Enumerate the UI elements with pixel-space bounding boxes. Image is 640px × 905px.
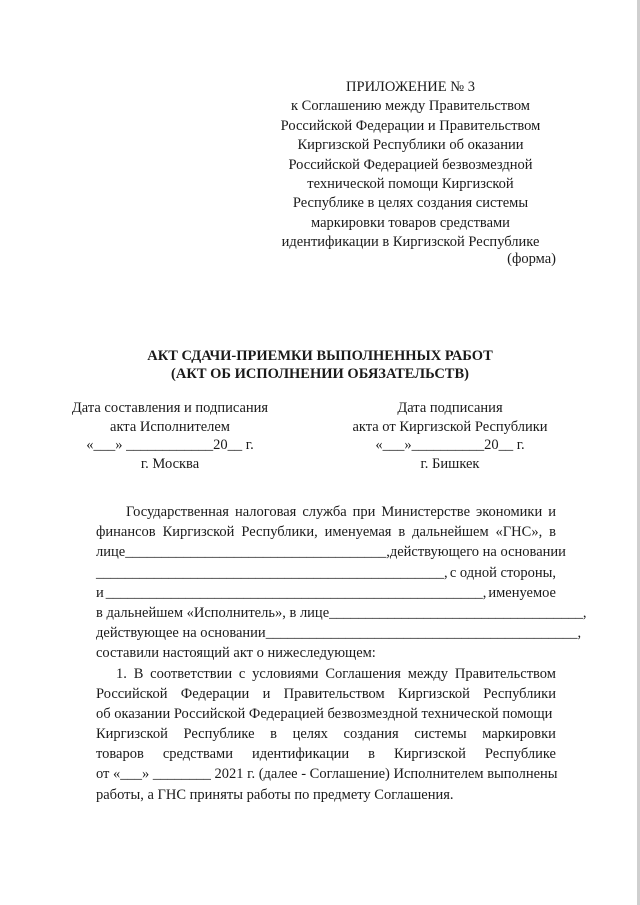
body-word: Правительством [454,665,556,682]
executor-city: г. Москва [140,455,200,472]
body-line [96,643,556,663]
body-word: Киргизской [96,726,168,743]
appendix-line: Российской Федерации и Правительством [280,117,541,134]
body-word: товаров [96,746,144,763]
body-word: средствами [162,746,233,763]
body-line [96,744,556,764]
body-line [96,522,556,542]
body-word: Республике [183,726,255,743]
body-word: Киргизской [398,685,470,702]
kyrgyz-date-caption: Дата подписания [397,400,503,416]
body-word: маркировки [482,726,556,743]
body-word: в [270,726,277,743]
body-line [96,502,556,522]
body-word: финансов [96,524,156,541]
appendix-number: ПРИЛОЖЕНИЕ № 3 [346,79,475,95]
kyrgyz-date-field: «___»__________20__ г. [375,437,525,454]
title-line-2: (АКТ ОБ ИСПОЛНЕНИИ ОБЯЗАТЕЛЬСТВ) [171,366,469,382]
body-word: условиями [252,665,319,682]
body-word: Киргизской [162,524,235,541]
body-line [96,785,556,805]
appendix-line: к Соглашению между Правительством [291,98,530,115]
executor-date-caption-2: акта Исполнителем [110,418,230,435]
body-word: с одной стороны, [449,564,556,581]
body-line [96,542,566,562]
kyrgyz-city: г. Бишкек [420,455,480,472]
body-word: Правительством [283,685,385,702]
body-word: и [96,584,104,601]
appendix-line: Республике в целях создания системы [292,195,529,212]
body-word: ___________________________________________, [265,625,582,642]
body-word: в [368,746,375,763]
body-line [96,563,556,583]
body-line [96,764,556,784]
appendix-line: Российской Федерацией безвозмездной [288,156,533,173]
body-line [96,603,587,623]
kyrgyz-date-caption-2: акта от Киргизской Республики [352,418,548,435]
body-word: при [352,504,376,520]
body-word: ____________________________________________________, [105,584,487,601]
body-word: целях [292,726,328,743]
body-word: в дальнейшем «Исполнитель», в лице___________________________________, [96,604,587,621]
body-word: Министерстве [381,504,471,520]
body-word: Федерации [180,685,250,702]
body-word: соответствии [150,665,233,682]
body-word: «ГНС», [495,524,543,541]
body-word: действующее на основании [96,625,266,642]
body-word: и [262,685,271,702]
body-word: именуемая [324,524,392,541]
body-word: в [398,524,406,541]
executor-date-caption: Дата составления и подписания [71,400,269,416]
body-word: Российской [96,685,168,702]
body-word: ________________________________________________, [96,564,448,581]
body-word: создания [343,726,399,743]
body-word: и [548,504,556,520]
body-word: дальнейшем [412,524,489,541]
body-word: В [133,665,144,682]
title-line-1: АКТ СДАЧИ-ПРИЕМКИ ВЫПОЛНЕННЫХ РАБОТ [147,348,493,364]
kyrgyz-date-block [330,399,570,473]
appendix-line: Киргизской Республики об оказании [297,137,524,154]
body-word: Республики [483,685,556,702]
body-line [96,623,582,643]
body-word: 1. [116,665,127,682]
body-word: именуемое [488,584,556,601]
body-line [96,684,556,704]
body-word: об оказании Российской Федерацией безвозмездной технической помощи [96,705,553,722]
body-word: между [407,665,449,682]
body-word: работы, а ГНС приняты работы по предмету Соглашения. [96,786,454,803]
body-line [96,724,556,744]
body-line [96,704,556,724]
appendix-line: технической помощи Киргизской [307,176,514,193]
body-word: действующего на основании [389,544,566,561]
body-word: лице____________________________________, [96,544,390,561]
body-word: в [549,524,556,541]
executor-date-block [50,399,290,473]
body-word: Республики, [241,524,318,541]
executor-date-field: «___» ____________20__ г. [86,437,254,454]
body-word: Соглашения [325,665,401,682]
body-text [96,502,587,805]
body-word: налоговая [234,504,297,520]
body-word: идентификации [251,746,350,763]
body-word: системы [414,726,467,743]
appendix-header [258,78,563,253]
appendix-line: идентификации в Киргизской Республике [281,234,540,251]
form-label: (форма) [507,251,556,267]
body-word: с [238,665,246,682]
body-line [96,583,556,603]
body-word: экономики [475,504,543,520]
body-word: Государственная [126,504,229,520]
document-title [0,347,640,383]
body-word: от «___» ________ 2021 г. (далее - Соглашение) Исполнителем выполнены [96,766,558,783]
body-word: составили настоящий акт о нижеследующем: [96,645,376,662]
body-line [96,664,556,684]
appendix-line: маркировки товаров средствами [311,214,510,231]
body-word: Киргизской [394,746,466,763]
body-word: служба [302,504,347,520]
body-word: Республике [484,746,556,763]
